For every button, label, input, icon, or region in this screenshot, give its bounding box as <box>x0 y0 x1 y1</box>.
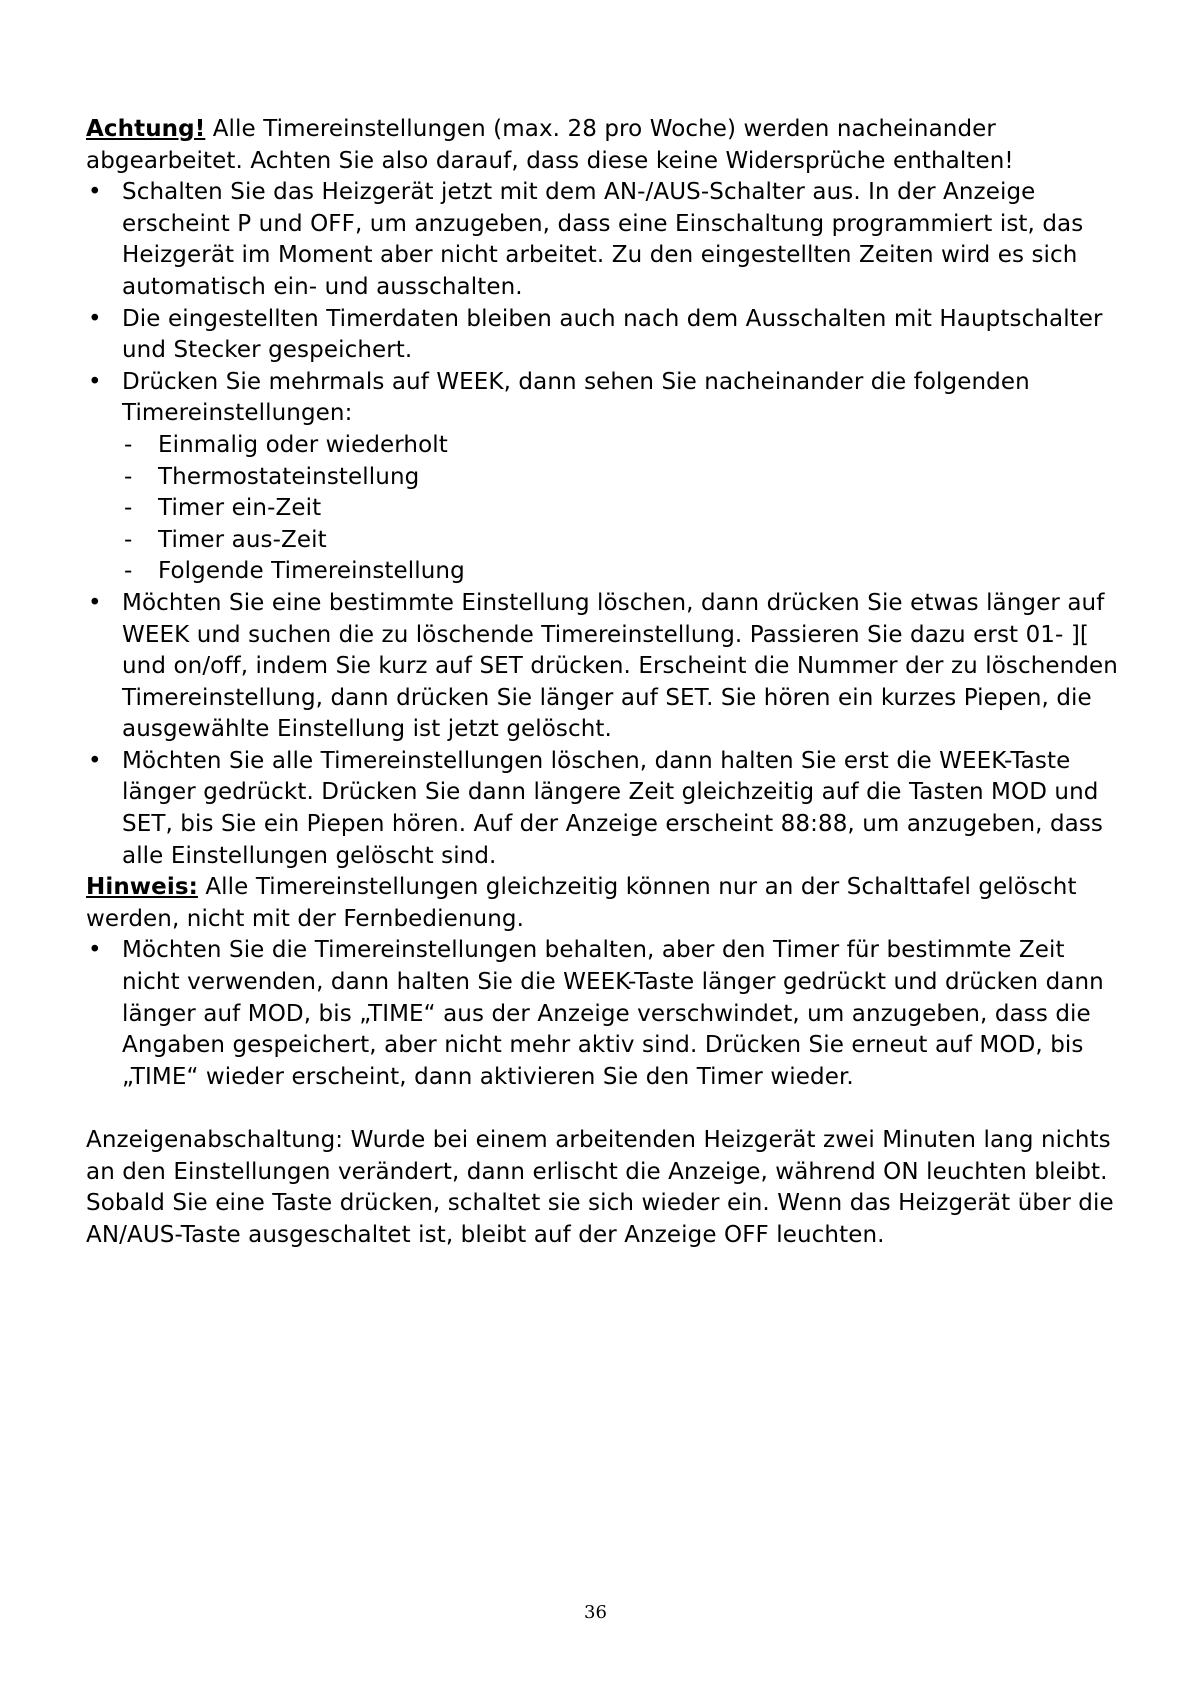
sublist-item: - Folgende Timereinstellung <box>122 556 1121 588</box>
list-item-text: Drücken Sie mehrmals auf WEEK, dann sehen Sie nacheinander die folgenden Timereinstellungen: <box>122 368 1030 427</box>
note-label: Hinweis: <box>86 874 198 901</box>
sublist-item: - Thermostateinstellung <box>122 462 1121 494</box>
note-text: Alle Timereinstellungen gleichzeitig können nur an der Schalttafel gelöscht werden, nicht mit der Fernbedienung. <box>86 874 1077 932</box>
warning-label: Achtung! <box>86 116 206 142</box>
page-number: 36 <box>584 1602 607 1623</box>
display-off-paragraph: Anzeigenabschaltung: Wurde bei einem arbeitenden Heizgerät zwei Minuten lang nichts an den Einstellungen verändert, dann erlischt die Anzeige, während ON leuchten bleibt. Sobald Sie eine Taste drücken, schaltet sie sich wieder ein. Wenn das Heizgerät über die AN/AUS-Taste ausgeschaltet ist, bleibt auf der Anzeige OFF leuchten. <box>86 1127 1114 1248</box>
list-item: • Möchten Sie eine bestimmte Einstellung löschen, dann drücken Sie etwas länger auf WEEK und suchen die zu löschende Timereinstellung. Passieren Sie dazu erst 01- ][ und on/off, indem Sie kurz auf SET drücken. Erscheint die Nummer der zu löschenden Timereinstellung, dann drücken Sie länger auf SET. Sie hören ein kurzes Piepen, die ausgewählte Einstellung ist jetzt gelöscht. <box>86 588 1121 746</box>
list-item: • Die eingestellten Timerdaten bleiben auch nach dem Ausschalten mit Hauptschalter und Stecker gespeichert. <box>86 304 1121 367</box>
sublist-item: - Timer ein-Zeit <box>122 493 1121 525</box>
sublist-item: - Timer aus-Zeit <box>122 525 1121 557</box>
warning-text: Alle Timereinstellungen (max. 28 pro Woche) werden nacheinander abgearbeitet. Achten Sie also darauf, dass diese keine Widersprüche enthalten! <box>86 116 1014 174</box>
document-body <box>86 114 1121 1251</box>
paragraph-spacer <box>86 1093 1121 1125</box>
list-item: • Möchten Sie alle Timereinstellungen löschen, dann halten Sie erst die WEEK-Taste länger gedrückt. Drücken Sie dann längere Zeit gleichzeitig auf die Tasten MOD und SET, bis Sie ein Piepen hören. Auf der Anzeige erscheint 88:88, um anzugeben, dass alle Einstellungen gelöscht sind. <box>86 746 1121 872</box>
note-paragraph <box>86 872 1121 935</box>
list-item: • Möchten Sie die Timereinstellungen behalten, aber den Timer für bestimmte Zeit nicht verwenden, dann halten Sie die WEEK-Taste länger gedrückt und drücken dann länger auf MOD, bis „TIME“ aus der Anzeige verschwindet, um anzugeben, dass die Angaben gespeichert, aber nicht mehr aktiv sind. Drücken Sie erneut auf MOD, bis „TIME“ wieder erscheint, dann aktivieren Sie den Timer wieder. <box>86 935 1121 1093</box>
list-item: • Schalten Sie das Heizgerät jetzt mit dem AN-/AUS-Schalter aus. In der Anzeige erscheint P und OFF, um anzugeben, dass eine Einschaltung programmiert ist, das Heizgerät im Moment aber nicht arbeitet. Zu den eingestellten Zeiten wird es sich automatisch ein- und ausschalten. <box>86 177 1121 303</box>
sublist-item: - Einmalig oder wiederholt <box>122 430 1121 462</box>
list-item <box>86 367 1121 588</box>
warning-paragraph <box>86 114 1121 177</box>
bullet-list-a <box>86 177 1121 872</box>
timer-settings-sublist <box>122 430 1121 588</box>
bullet-list-c <box>86 935 1121 1093</box>
